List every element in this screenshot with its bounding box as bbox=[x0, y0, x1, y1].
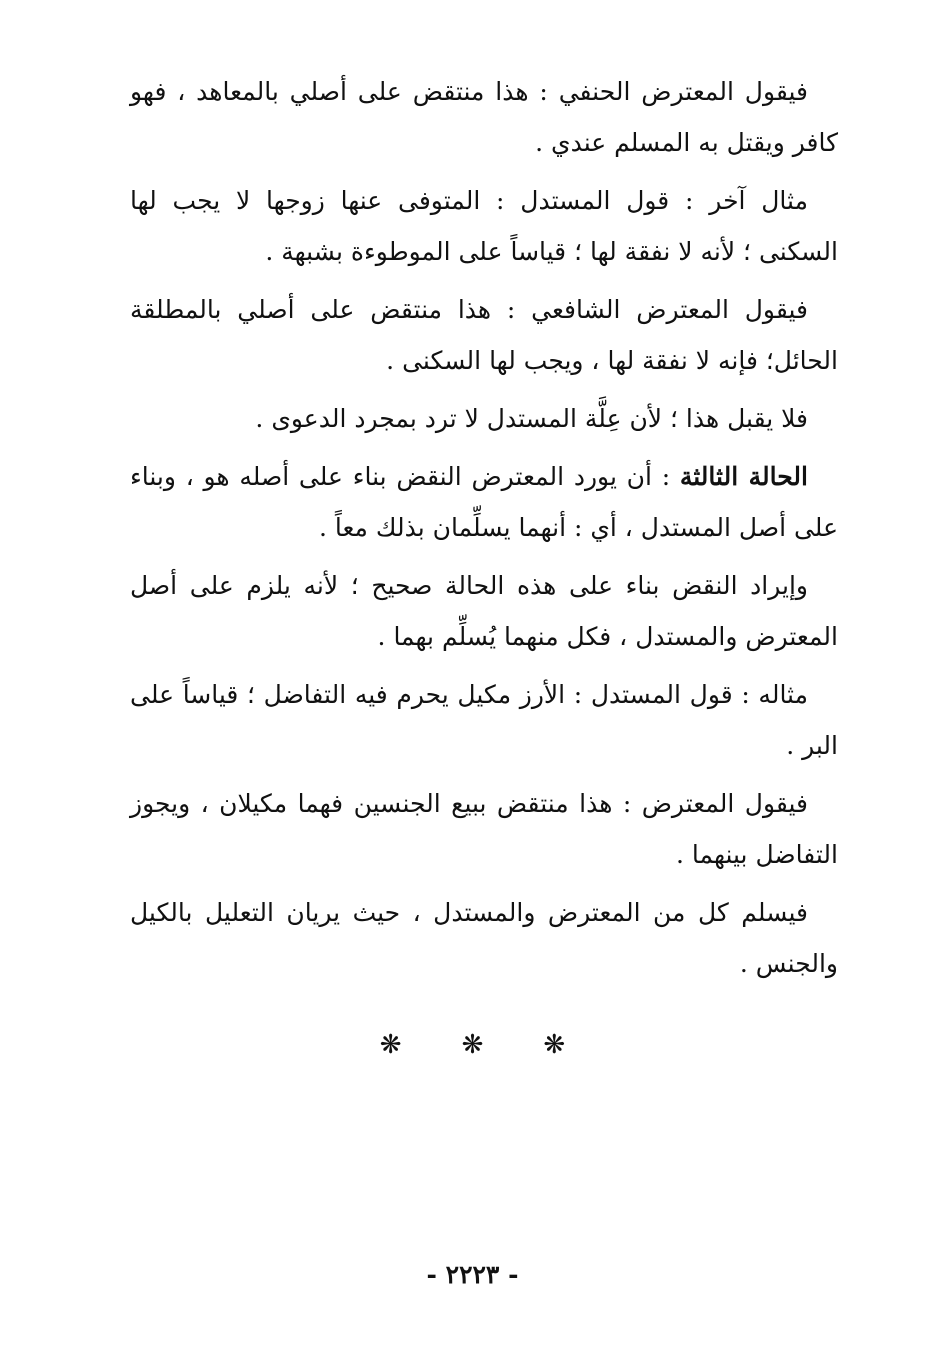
paragraph-text: مثال آخر : قول المستدل : المتوفى عنها زوجها لا يجب لها السكنى ؛ لأنه لا نفقة لها ؛ قياساً على الموطوءة بشبهة . bbox=[130, 186, 838, 266]
body-text bbox=[130, 66, 838, 996]
paragraph-8 bbox=[130, 778, 838, 880]
paragraph-5 bbox=[130, 451, 838, 553]
paragraph-4 bbox=[130, 393, 838, 444]
paragraph-text: فيسلم كل من المعترض والمستدل ، حيث يريان التعليل بالكيل والجنس . bbox=[130, 898, 838, 978]
paragraph-9 bbox=[130, 887, 838, 989]
paragraph-text: : أن يورد المعترض النقض بناء على أصله هو ، وبناء على أصل المستدل ، أي : أنهما يسلِّمان بذلك معاً . bbox=[130, 462, 838, 542]
paragraph-text: مثاله : قول المستدل : الأرز مكيل يحرم فيه التفاضل ؛ قياساً على البر . bbox=[130, 680, 838, 760]
paragraph-text: وإيراد النقض بناء على هذه الحالة صحيح ؛ لأنه يلزم على أصل المعترض والمستدل ، فكل منهما يُسلِّم بهما . bbox=[130, 571, 838, 651]
separator-star-icon: ❋ bbox=[379, 1030, 402, 1060]
paragraph-2 bbox=[130, 175, 838, 277]
paragraph-6 bbox=[130, 560, 838, 662]
page-number: - ٢٢٢٣ - bbox=[426, 1260, 519, 1289]
paragraph-3 bbox=[130, 284, 838, 386]
paragraph-text: فيقول المعترض الحنفي : هذا منتقض على أصلي بالمعاهد ، فهو كافر ويقتل به المسلم عندي . bbox=[130, 77, 838, 157]
section-heading-third-case: الحالة الثالثة bbox=[679, 462, 808, 491]
paragraph-7 bbox=[130, 669, 838, 771]
paragraph-text: فيقول المعترض الشافعي : هذا منتقض على أصلي بالمطلقة الحائل؛ فإنه لا نفقة لها ، ويجب لها السكنى . bbox=[130, 295, 838, 375]
paragraph-text: فيقول المعترض : هذا منتقض ببيع الجنسين فهما مكيلان ، ويجوز التفاضل بينهما . bbox=[130, 789, 838, 869]
paragraph-1 bbox=[130, 66, 838, 168]
paragraph-text: فلا يقبل هذا ؛ لأن عِلَّة المستدل لا ترد بمجرد الدعوى . bbox=[255, 404, 808, 433]
separator-star-icon: ❋ bbox=[543, 1030, 566, 1060]
section-separator bbox=[0, 1030, 945, 1060]
separator-star-icon: ❋ bbox=[461, 1030, 484, 1060]
